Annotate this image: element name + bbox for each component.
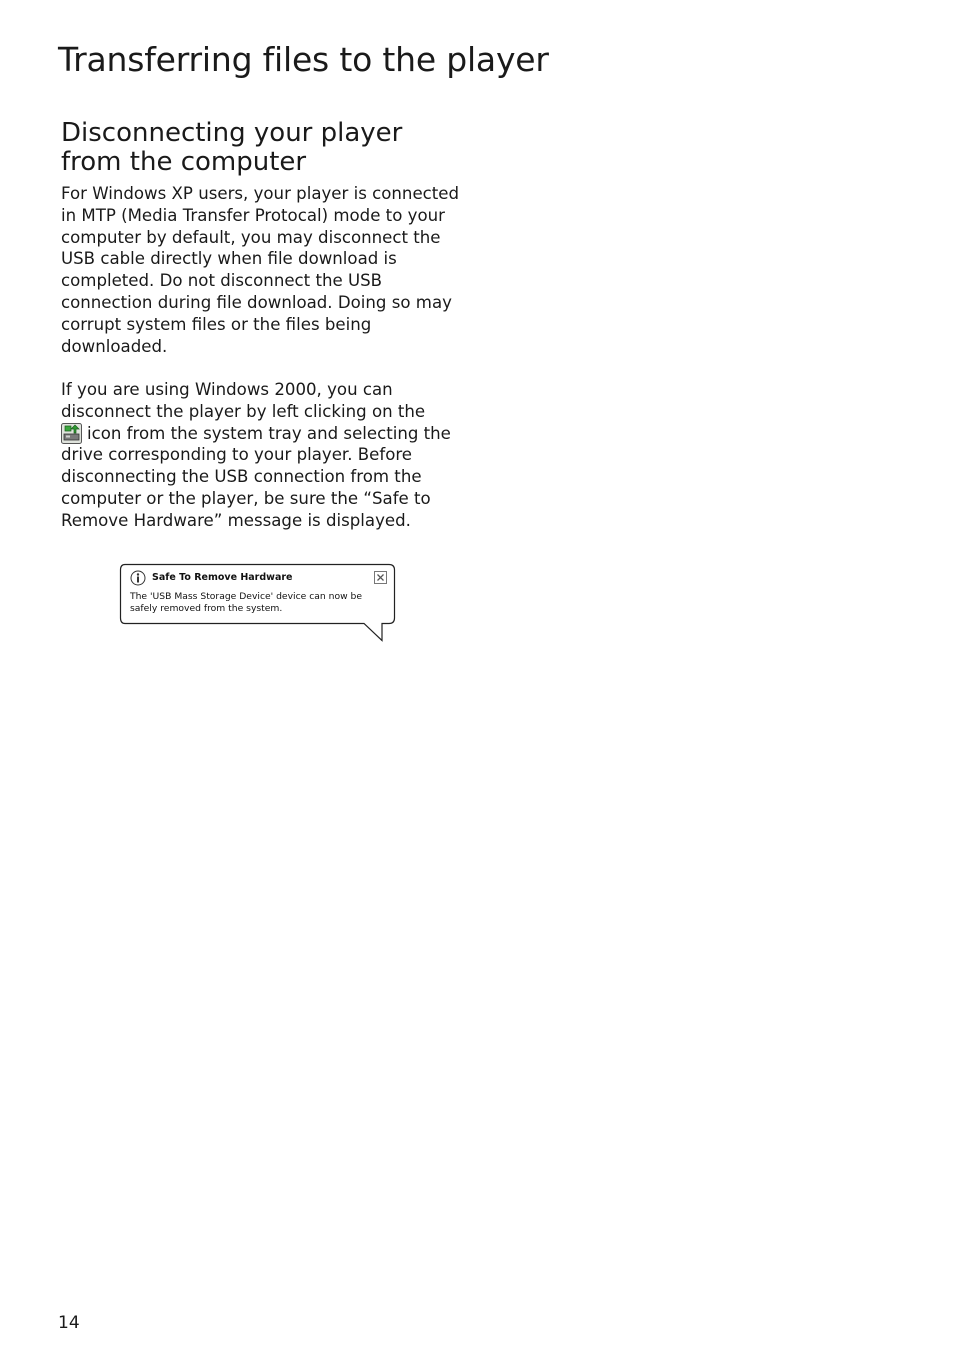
safely-remove-hardware-icon <box>61 423 82 444</box>
section-heading <box>61 119 461 177</box>
close-icon[interactable] <box>374 569 387 582</box>
paragraph-windows-xp: For Windows XP users, your player is connected in MTP (Media Transfer Protocal) mode to your computer by default, you may disconnect the USB cable directly when file download is completed. Do not disconnect the USB connection during file download. Doing so may corrupt system files or the files being downloaded. <box>61 184 460 356</box>
paragraph-windows-2000-part1: If you are using Windows 2000, you can disconnect the player by left clicking on the <box>61 380 426 421</box>
paragraph-windows-2000 <box>61 379 466 532</box>
paragraph-windows-2000-part2: icon from the system tray and selecting the drive corresponding to your player. Before disconnecting the USB connection from the computer or the player, be sure the “Safe to Remove Hardware” message is displayed. <box>61 423 451 530</box>
info-icon <box>130 570 146 586</box>
section-heading-line2: from the computer <box>61 147 307 177</box>
section-heading-line1: Disconnecting your player <box>61 118 403 148</box>
balloon-title: Safe To Remove Hardware <box>152 572 293 583</box>
page-number: 14 <box>58 1313 80 1333</box>
chapter-title: Transferring files to the player <box>58 40 549 79</box>
balloon-message: The 'USB Mass Storage Device' device can now be safely removed from the system. <box>130 591 362 614</box>
safe-to-remove-balloon <box>119 563 396 642</box>
